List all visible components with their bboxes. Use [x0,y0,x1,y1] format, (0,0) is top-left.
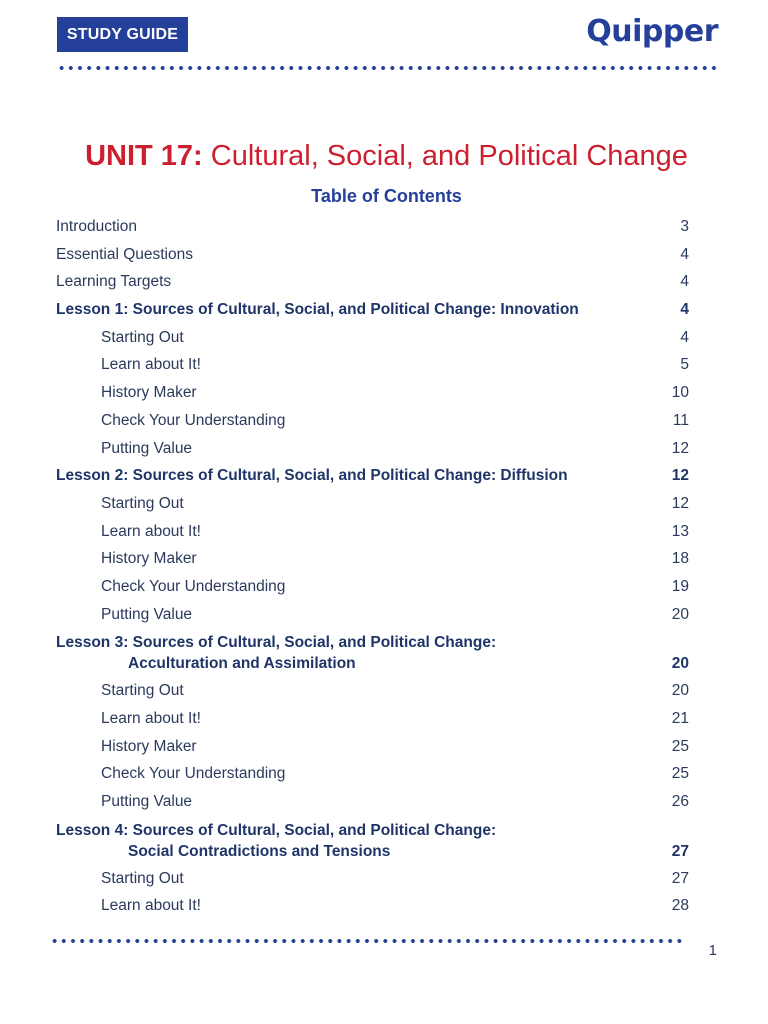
toc-lesson-title-line2: Social Contradictions and Tensions [128,842,391,860]
toc-lesson-title: Lesson 2: Sources of Cultural, Social, and Political Change: Diffusion [56,467,568,485]
toc-lesson-page: 12 [671,467,689,485]
toc-entry-page: 4 [680,245,689,263]
unit-subject: Cultural, Social, and Political Change [210,140,688,172]
toc-subentry[interactable] [56,733,689,761]
toc-heading: Table of Contents [311,186,462,206]
toc-entry-label: Essential Questions [56,245,193,263]
toc-subentry-page: 10 [671,384,689,402]
toc-lesson-4[interactable] [56,816,689,865]
quipper-logo: Quipper [586,14,718,49]
toc-subentry-page: 11 [672,411,689,429]
toc-lesson-page: 20 [671,655,689,673]
toc-subentry-page: 28 [671,897,689,915]
toc-lesson-title-line1: Lesson 4: Sources of Cultural, Social, and Political Change: [56,821,497,839]
toc-subentry[interactable] [56,518,689,546]
toc-lesson-title [56,816,496,865]
toc-subentry-page: 12 [671,494,689,512]
toc-lesson-title-line2: Acculturation and Assimilation [128,655,356,673]
toc-entry-introduction[interactable] [56,213,689,241]
toc-subentry[interactable] [56,892,689,920]
toc-subentry-label: Starting Out [101,328,184,346]
toc-subentry-label: History Maker [101,737,197,755]
toc-subentry[interactable] [56,490,689,518]
toc-subentry-label: Putting Value [101,605,193,623]
toc-lesson-2[interactable] [56,462,689,490]
study-guide-badge: STUDY GUIDE [57,17,188,52]
toc-subentry[interactable] [56,705,689,733]
toc-subentry[interactable] [56,407,689,435]
toc-subentry-page: 21 [671,710,689,727]
toc-subentry-page: 5 [680,356,689,374]
toc-subentry-page: 13 [671,522,689,540]
toc-subentry[interactable] [56,324,689,352]
toc-entry-page: 4 [680,273,689,291]
toc-subentry[interactable] [56,435,689,463]
toc-entry-learning-targets[interactable] [56,268,689,296]
toc-subentry-page: 4 [680,328,689,346]
toc-subentry-page: 20 [671,605,689,623]
toc-subentry[interactable] [56,573,689,601]
toc-subentry[interactable] [56,677,689,705]
toc-subentry-page: 25 [671,737,689,755]
toc-subentry-label: Learn about It! [101,897,201,915]
toc-entry-page: 3 [680,218,689,235]
toc-subentry-label: Putting Value [101,439,193,457]
page-number: 1 [708,942,717,959]
toc-subentry-label: Learn about It! [101,710,201,727]
toc-lesson-3[interactable] [56,628,689,677]
toc-lesson-title-line1: Lesson 3: Sources of Cultural, Social, and Political Change: [56,634,497,652]
toc-subentry-label: Check Your Understanding [101,577,286,595]
toc-subentry[interactable] [56,379,689,407]
toc-lesson-page: 4 [680,301,689,319]
toc-subentry-page: 18 [671,550,689,568]
toc-subentry-page: 26 [671,793,689,811]
toc-subentry[interactable] [56,865,689,893]
toc-subentry-label: Check Your Understanding [101,765,286,783]
toc-subentry-page: 20 [671,682,689,700]
toc-subentry-page: 19 [671,577,689,595]
toc-subentry-page: 12 [671,439,689,457]
table-of-contents [56,213,689,920]
toc-subentry-page: 25 [671,765,689,783]
toc-subentry[interactable] [56,788,689,816]
toc-subentry-label: Learn about It! [101,522,201,540]
toc-subentry[interactable] [56,601,689,629]
toc-lesson-page: 27 [671,842,689,860]
toc-entry-label: Introduction [56,218,137,235]
toc-entry-label: Learning Targets [56,273,172,291]
toc-subentry[interactable] [56,351,689,379]
top-dotted-divider [57,66,720,70]
toc-subentry-label: Starting Out [101,682,184,700]
toc-subentry-label: History Maker [101,550,197,568]
toc-subentry-label: Starting Out [101,494,184,512]
toc-lesson-title [56,628,496,677]
toc-entry-essential-questions[interactable] [56,241,689,269]
toc-subentry-label: Learn about It! [101,356,201,374]
toc-subentry-page: 27 [671,869,689,887]
unit-title [0,140,768,173]
toc-subentry-label: Putting Value [101,793,193,811]
bottom-dotted-divider [50,939,684,943]
toc-subentry-label: Check Your Understanding [101,411,286,429]
toc-subentry[interactable] [56,545,689,573]
toc-subentry[interactable] [56,760,689,788]
toc-lesson-1[interactable] [56,296,689,324]
toc-lesson-title: Lesson 1: Sources of Cultural, Social, and Political Change: Innovation [56,301,579,319]
toc-subentry-label: Starting Out [101,869,184,887]
unit-number: UNIT 17: [85,140,203,172]
toc-subentry-label: History Maker [101,384,197,402]
